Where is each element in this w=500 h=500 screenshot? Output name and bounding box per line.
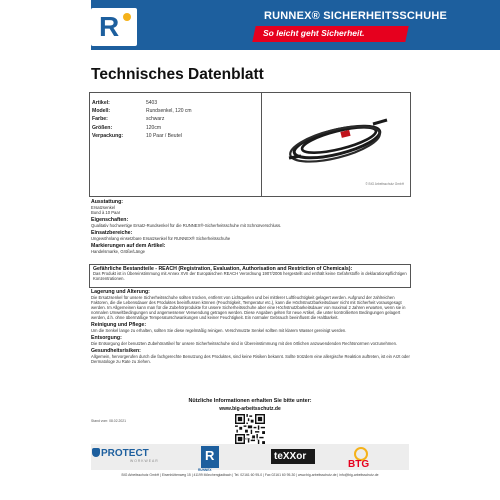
section-text: Handelsmarke, Größe/Länge bbox=[91, 249, 145, 254]
section-text: Allgemein, hervorgerufen durch die fachgerechte Benutzung des Produktes, sind keine Risiken bekannt. Sollte trotzdem eine allergische Reaktion auftreten, ist ein Arzt oder Dermatologe zu Rate zu ziehen. bbox=[91, 354, 410, 364]
spec-value: schwarz bbox=[146, 116, 165, 123]
section-ausstattung bbox=[91, 200, 411, 215]
section-text: Ersatzsenkel Bund à 10 Paar bbox=[91, 205, 121, 215]
spec-table bbox=[92, 99, 260, 140]
protect-logo-sub: WORKWEAR bbox=[130, 459, 159, 463]
section-eigenschaften bbox=[91, 218, 411, 228]
section-einsatzbereiche bbox=[91, 231, 411, 241]
page-title: Technisches Datenblatt bbox=[91, 66, 264, 83]
section-lagerung bbox=[91, 290, 411, 320]
logo-dot-icon bbox=[123, 13, 131, 21]
section-title: Reinigung und Pflege: bbox=[91, 322, 147, 328]
section-title: Einsatzbereiche: bbox=[91, 230, 133, 236]
texxor-logo-text: teXXor bbox=[274, 451, 307, 462]
spec-value: 5403 bbox=[146, 100, 158, 107]
section-reinigung bbox=[91, 323, 411, 333]
website-link[interactable]: www.big-arbeitsschutz.de bbox=[219, 406, 281, 412]
spec-value: 10 Paar / Beutel bbox=[146, 132, 182, 139]
upper-sections bbox=[91, 200, 411, 257]
more-info-text: Nützliche Informationen erhalten Sie bitte unter: bbox=[188, 398, 312, 404]
contact-line: BIG Arbeitsschutz GmbH | Eisenhüttenweg 15 | 41199 Mönchengladbach | Tel. 02161 60 95-0 | Fax 02161 60 95-30 | www.big-arbeitsschutz.de | info@big-arbeitsschutz.de bbox=[121, 473, 379, 477]
spec-label: Farbe: bbox=[92, 116, 108, 123]
spec-value: Rundsenkel, 120 cm bbox=[146, 108, 192, 115]
protect-logo: PROTECT bbox=[101, 448, 149, 459]
spec-label: Größen: bbox=[92, 124, 113, 131]
page-number: Seite 1 / 1 bbox=[241, 437, 259, 441]
photo-copyright: © BIG Arbeitsschutz GmbH bbox=[365, 182, 404, 186]
section-title: Gesundheitsrisiken: bbox=[91, 348, 141, 354]
section-title: Ausstattung: bbox=[91, 199, 123, 205]
section-text: Ungewöhnlang einsetzbare Ersatzsenkel für RUNNEX® Sicherheitsschuhe bbox=[91, 236, 231, 241]
section-entsorgung bbox=[91, 336, 411, 346]
protect-shield-icon bbox=[92, 448, 100, 457]
spec-label: Artikel: bbox=[92, 100, 110, 107]
spec-row bbox=[92, 107, 260, 115]
reach-box bbox=[89, 264, 411, 288]
header-banner bbox=[91, 0, 500, 50]
spec-row bbox=[92, 132, 260, 140]
btg-logo: BTG bbox=[348, 459, 370, 470]
spec-row bbox=[92, 99, 260, 107]
brand-name: RUNNEX® SICHERHEITSSCHUHE bbox=[264, 10, 448, 22]
section-gesundheit bbox=[91, 349, 411, 364]
reach-title: Gefährliche Bestandteile - REACH (Registration, Evaluation, Authorisation and Restriction of Chemicals): bbox=[93, 266, 353, 272]
runnex-footer-text: RUNNEX bbox=[198, 468, 212, 472]
spec-value: 120cm bbox=[146, 124, 162, 131]
date-stamp: Stand vom: 08.02.2021 bbox=[91, 419, 127, 423]
section-text: Die Entsorgung der benutzten Zubehörartikel für unsere Sicherheitsschuhe sind in Übereinstimmung mit den örtlichen anzuwendenden Rechtsnormen vorzunehmen. bbox=[91, 341, 398, 346]
runnex-footer-letter: R bbox=[205, 448, 215, 463]
lower-sections bbox=[91, 290, 411, 367]
section-title: Lagerung und Alterung: bbox=[91, 289, 150, 295]
product-photo bbox=[262, 93, 410, 196]
spec-row bbox=[92, 124, 260, 132]
spec-row bbox=[92, 115, 260, 123]
section-text: Die Ersatzsenkel für unsere Sicherheitsschuhe sollten trocken, entfernt von Lichtquellen und bei mittlerer Luftfeuchtigkeit gelagert werden. Aufgrund der zahlreichen Faktoren, die die Lebensdauer des Produktes beeinflussen können (Feuchtigkeit, Temperatur etc.), kann die Höchstnutzbarkeitsdauer nicht mit Sicherheit vorausgesagt werden. Im Allgemeinen kann man für die Zubehörprodukte für unsere Sicherheitsschuhe aber eine Höchstnutzbarkeitsdauer von maximal 2 Jahren erwarten, wenn sie in normalen Umweltbedingungen und angemessener Verwendung getragen werden. Diese Angaben gelten für neue Artikel, die unter kontrollierten Bedingungen gelagert werden, d.h. ohne übermäßige Temperaturschwankungen und keiner Feuchtigkeit. Ein normaler Gebrauch beeinflusst die Haltbarkeit. bbox=[91, 295, 406, 320]
spec-label: Verpackung: bbox=[92, 132, 124, 139]
reach-text: Das Produkt ist in Übereinstimmung mit Annex XVII der Europäischen REACH Verordnung 1907/2006 hergestellt und enthält keine Gefahrstoffe in deklarationspflichtigen Konzentrationen. bbox=[93, 270, 407, 281]
logo-letter: R bbox=[99, 11, 120, 42]
section-title: Eigenschaften: bbox=[91, 217, 129, 223]
section-markierungen bbox=[91, 244, 411, 254]
slogan: So leicht geht Sicherheit. bbox=[263, 28, 365, 38]
section-text: Um die Senkel lange zu erhalten, sollten Sie diese regelmäßig reinigen. Verschmutzte Senkel sollten mit klarem Wasser gereinigt werden. bbox=[91, 328, 347, 333]
section-text: Qualitativ hochwertige Ersatz-Rundsenkel für die RUNNEX®-Sicherheitsschuhe mit Schnürverschluss. bbox=[91, 223, 282, 228]
section-title: Markierungen auf dem Artikel: bbox=[91, 243, 166, 249]
shoelace-image bbox=[281, 112, 393, 170]
section-title: Entsorgung: bbox=[91, 335, 122, 341]
spec-label: Modell: bbox=[92, 108, 111, 115]
